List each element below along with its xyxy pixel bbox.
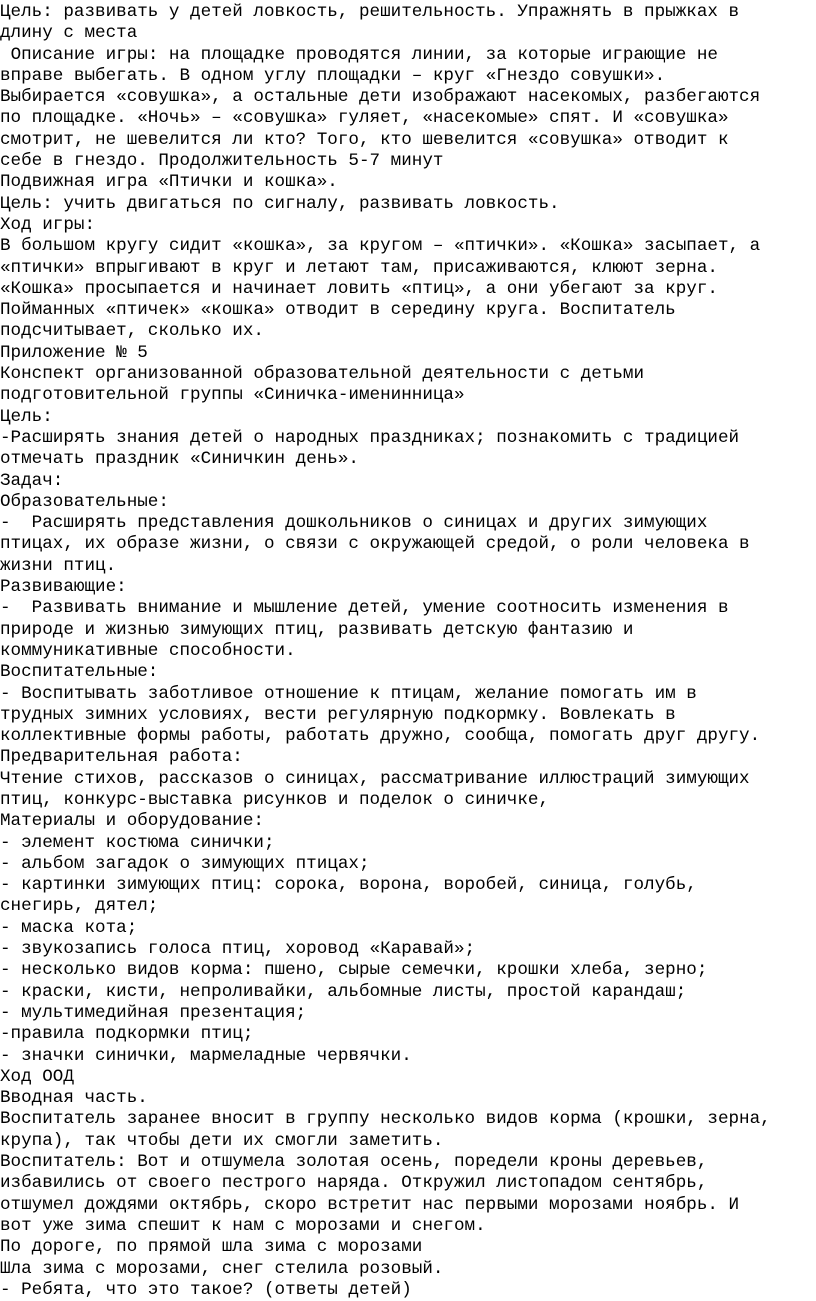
text-line: Ход игры:	[0, 214, 96, 235]
text-line: отшумел дождями октябрь, скоро встретит нас первыми морозами ноябрь. И	[0, 1194, 740, 1215]
text-line: избавились от своего пестрого наряда. Открyжил листопадом сентябрь,	[0, 1173, 708, 1194]
text-line: Воспитатель заранее вносит в группу несколько видов корма (крошки, зерна,	[0, 1109, 771, 1130]
text-line: себе в гнездо. Продолжительность 5-7 минут	[0, 151, 444, 172]
text-line: - картинки зимующих птиц: сорока, ворона, воробей, синица, голубь,	[0, 875, 697, 896]
text-line: - Ребята, что это такое? (ответы детей)	[0, 1279, 412, 1300]
text-line: коллективные формы работы, работать дружно, сообща, помогать друг другу.	[0, 726, 761, 747]
text-line: Шла зима с морозами, снег стелила розовый.	[0, 1258, 444, 1279]
text-line: - альбом загадок о зимующих птицах;	[0, 853, 370, 874]
text-line: Воспитатель: Вот и отшумела золотая осень, поредели кроны деревьев,	[0, 1152, 708, 1173]
text-line: крупа), так чтобы дети их смогли заметить.	[0, 1130, 444, 1151]
text-line: «птички» впрыгивают в круг и летают там, присаживаются, клюют зерна.	[0, 257, 718, 278]
text-line: Подвижная игра «Птички и кошка».	[0, 172, 338, 193]
text-line: подсчитывает, сколько их.	[0, 321, 264, 342]
text-line: - мультимедийная презентация;	[0, 1002, 307, 1023]
text-line: -Расширять знания детей о народных праздниках; познакомить с традицией	[0, 427, 740, 448]
text-line: - Воспитывать заботливое отношение к птицам, желание помогать им в	[0, 683, 697, 704]
text-line: Развивающие:	[0, 577, 127, 598]
text-line: Цель: учить двигаться по сигналу, развивать ловкость.	[0, 193, 560, 214]
text-line: Приложение № 5	[0, 342, 148, 363]
text-line: В большом кругу сидит «кошка», за кругом – «птички». «Кошка» засыпает, а	[0, 236, 761, 257]
text-line: Материалы и оборудование:	[0, 811, 264, 832]
text-line: «Кошка» просыпается и начинает ловить «птиц», а они убегают за круг.	[0, 278, 718, 299]
text-line: Цель:	[0, 406, 53, 427]
text-line: - Развивать внимание и мышление детей, умение соотносить изменения в	[0, 598, 729, 619]
text-line: птицах, их образе жизни, о связи с окружающей средой, о роли человека в	[0, 534, 750, 555]
text-line: Предварительная работа:	[0, 747, 243, 768]
text-line: отмечать праздник «Синичкин день».	[0, 449, 359, 470]
text-line: жизни птиц.	[0, 555, 117, 576]
text-line: вправе выбегать. В одном углу площадки – круг «Гнездо совушки».	[0, 65, 666, 86]
text-line: трудных зимних условиях, вести регулярную подкормку. Вовлекать в	[0, 704, 676, 725]
text-line: - звукозапись голоса птиц, хоровод «Каравай»;	[0, 939, 476, 960]
text-line: - значки синички, мармеладные червячки.	[0, 1045, 412, 1066]
text-line: - элемент костюма синички;	[0, 832, 275, 853]
text-line: - Расширять представления дошкольников о синицах и других зимующих	[0, 513, 708, 534]
text-line: Выбирается «совушка», а остальные дети изображают насекомых, разбегаются	[0, 87, 761, 108]
text-line: по площадке. «Ночь» – «совушка» гуляет, «насекомые» спят. И «совушка»	[0, 108, 729, 129]
text-line: Цель: развивать у детей ловкость, решительность. Упражнять в прыжках в	[0, 2, 740, 22]
text-line: Вводная часть.	[0, 1088, 148, 1109]
text-line: снегирь, дятел;	[0, 896, 159, 917]
text-line: Пойманных «птичек» «кошка» отводит в середину круга. Воспитатель	[0, 300, 676, 321]
text-line: По дороге, по прямой шла зима с морозами	[0, 1237, 423, 1258]
text-line: Задач:	[0, 470, 64, 491]
text-line: подготовительной группы «Синичка-именинница»	[0, 385, 465, 406]
text-line: смотрит, не шевелится ли кто? Того, кто шевелится «совушка» отводит к	[0, 129, 729, 150]
text-line: Чтение стихов, рассказов о синицах, рассматривание иллюстраций зимующих	[0, 768, 750, 789]
text-line: - краски, кисти, непроливайки, альбомные листы, простой карандаш;	[0, 981, 687, 1002]
text-line: - маска кота;	[0, 917, 138, 938]
text-line: Воспитательные:	[0, 662, 159, 683]
text-line: Ход ООД	[0, 1066, 74, 1087]
text-line: Конспект организованной образовательной деятельности с детьми	[0, 364, 645, 385]
text-line: Образовательные:	[0, 491, 169, 512]
text-line: природе и жизнью зимующих птиц, развивать детскую фантазию и	[0, 619, 634, 640]
text-line: птиц, конкурс-выставка рисунков и поделок о синичке,	[0, 789, 550, 810]
text-line: вот уже зима спешит к нам с морозами и снегом.	[0, 1215, 486, 1236]
text-line: -правила подкормки птиц;	[0, 1024, 254, 1045]
text-line: коммуникативные способности.	[0, 640, 296, 661]
text-line: - несколько видов корма: пшено, сырые семечки, крошки хлеба, зерно;	[0, 960, 708, 981]
text-line: Описание игры: на площадке проводятся линии, за которые играющие не	[0, 44, 718, 65]
text-line: длину с места	[0, 23, 138, 44]
